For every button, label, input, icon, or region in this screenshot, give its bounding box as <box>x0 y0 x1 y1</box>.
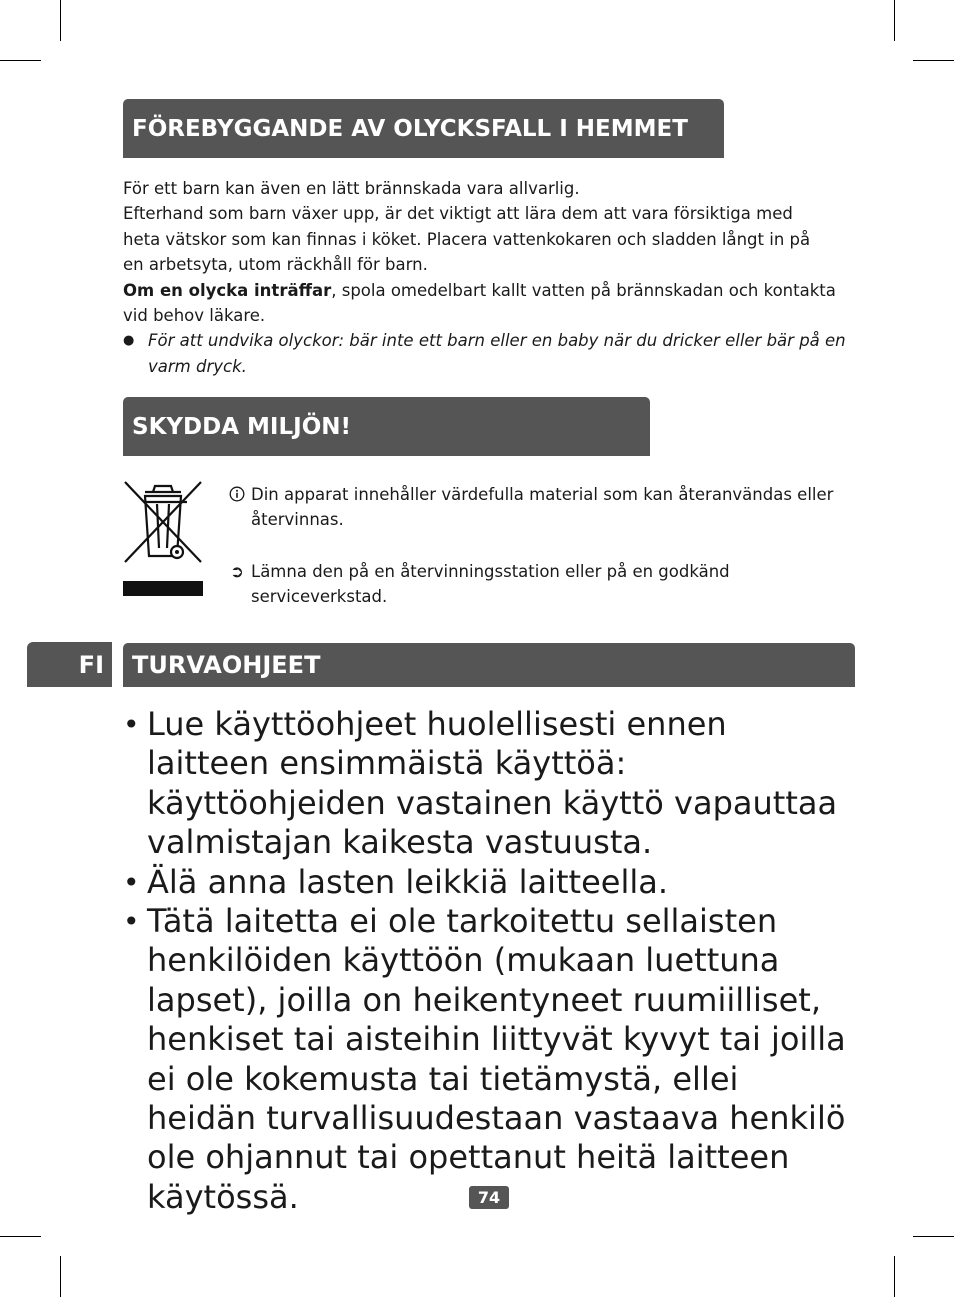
environment-item-recycle <box>227 559 837 610</box>
info-icon <box>227 482 247 507</box>
environment-item-text: Din apparat innehåller värdefulla material som kan återanvändas eller återvinnas. <box>251 485 834 530</box>
section-heading-accident <box>123 99 724 158</box>
accident-body <box>123 176 848 379</box>
paragraph: Efterhand som barn växer upp, är det viktigt att lära dem att vara försiktiga med heta vätskor som kan finnas i köket. Placera vattenkokaren och sladden långt in på en arbetsyta, utom räckhåll för barn. <box>123 204 811 275</box>
bullet-icon: • <box>123 708 140 741</box>
list-item <box>123 863 853 902</box>
safety-instructions <box>123 705 853 1217</box>
bullet-list <box>123 705 853 1217</box>
language-tab-label: FI <box>78 650 104 679</box>
paragraph-rest: , spola omedelbart kallt vatten på brännskadan och kontakta vid behov läkare. <box>123 280 836 326</box>
bullet-icon: ● <box>123 333 135 349</box>
section-heading-text: SKYDDA MILJÖN! <box>132 413 351 440</box>
crossed-out-wheelie-bin-icon <box>123 480 203 598</box>
crop-mark <box>60 0 61 41</box>
arrow-right-icon: ➲ <box>230 562 244 581</box>
crop-mark <box>913 60 954 61</box>
list-item-text: Älä anna lasten leikkiä laitteella. <box>147 862 668 901</box>
list-item-text: Tätä laitetta ei ole tarkoitettu sellaisten henkilöiden käyttöön (mukaan luettuna lapset), joilla on heikentyneet ruumiilliset, henkiset tai aisteihin liittyvät kyvyt tai joilla ei ole kokemusta tai tietämystä, ellei heidän turvallisuudestaan vastaava henkilö ole ohjannut tai opettanut heitä laitteen käytössä. <box>147 902 846 1216</box>
section-heading-text: FÖREBYGGANDE AV OLYCKSFALL I HEMMET <box>132 115 688 142</box>
crop-mark <box>0 1236 41 1237</box>
paragraph: För ett barn kan även en lätt brännskada vara allvarlig. <box>123 179 580 198</box>
section-heading-safety <box>123 643 855 687</box>
section-heading-environment <box>123 397 650 456</box>
crop-mark <box>60 1256 61 1297</box>
list-item-text: För att undvika olyckor: bär inte ett barn eller en baby när du dricker eller bär på en varm dryck. <box>148 331 846 376</box>
bullet-icon: • <box>123 865 140 899</box>
crop-mark <box>913 1236 954 1237</box>
list-item <box>123 902 853 1217</box>
list-item <box>123 705 853 863</box>
list-item <box>123 328 848 379</box>
bold-lead: Om en olycka inträffar <box>123 280 332 300</box>
crop-mark <box>894 0 895 41</box>
paragraph <box>123 278 848 329</box>
page-number <box>469 1186 509 1209</box>
crop-mark <box>894 1256 895 1297</box>
bullet-icon: • <box>123 905 140 939</box>
list-item-text: Lue käyttöohjeet huolellisesti ennen laitteen ensimmäistä käyttöä: käyttöohjeiden vastainen käyttö vapauttaa valmistajan kaikesta vastuusta. <box>147 705 838 862</box>
environment-item-text: Lämna den på en återvinningsstation eller på en godkänd serviceverkstad. <box>251 562 730 607</box>
section-heading-text: TURVAOHJEET <box>132 651 321 679</box>
bullet-list <box>123 328 848 379</box>
crop-mark <box>0 60 41 61</box>
environment-item-reuse <box>227 482 837 533</box>
page-number-text: 74 <box>477 1188 501 1207</box>
language-tab <box>27 642 112 687</box>
